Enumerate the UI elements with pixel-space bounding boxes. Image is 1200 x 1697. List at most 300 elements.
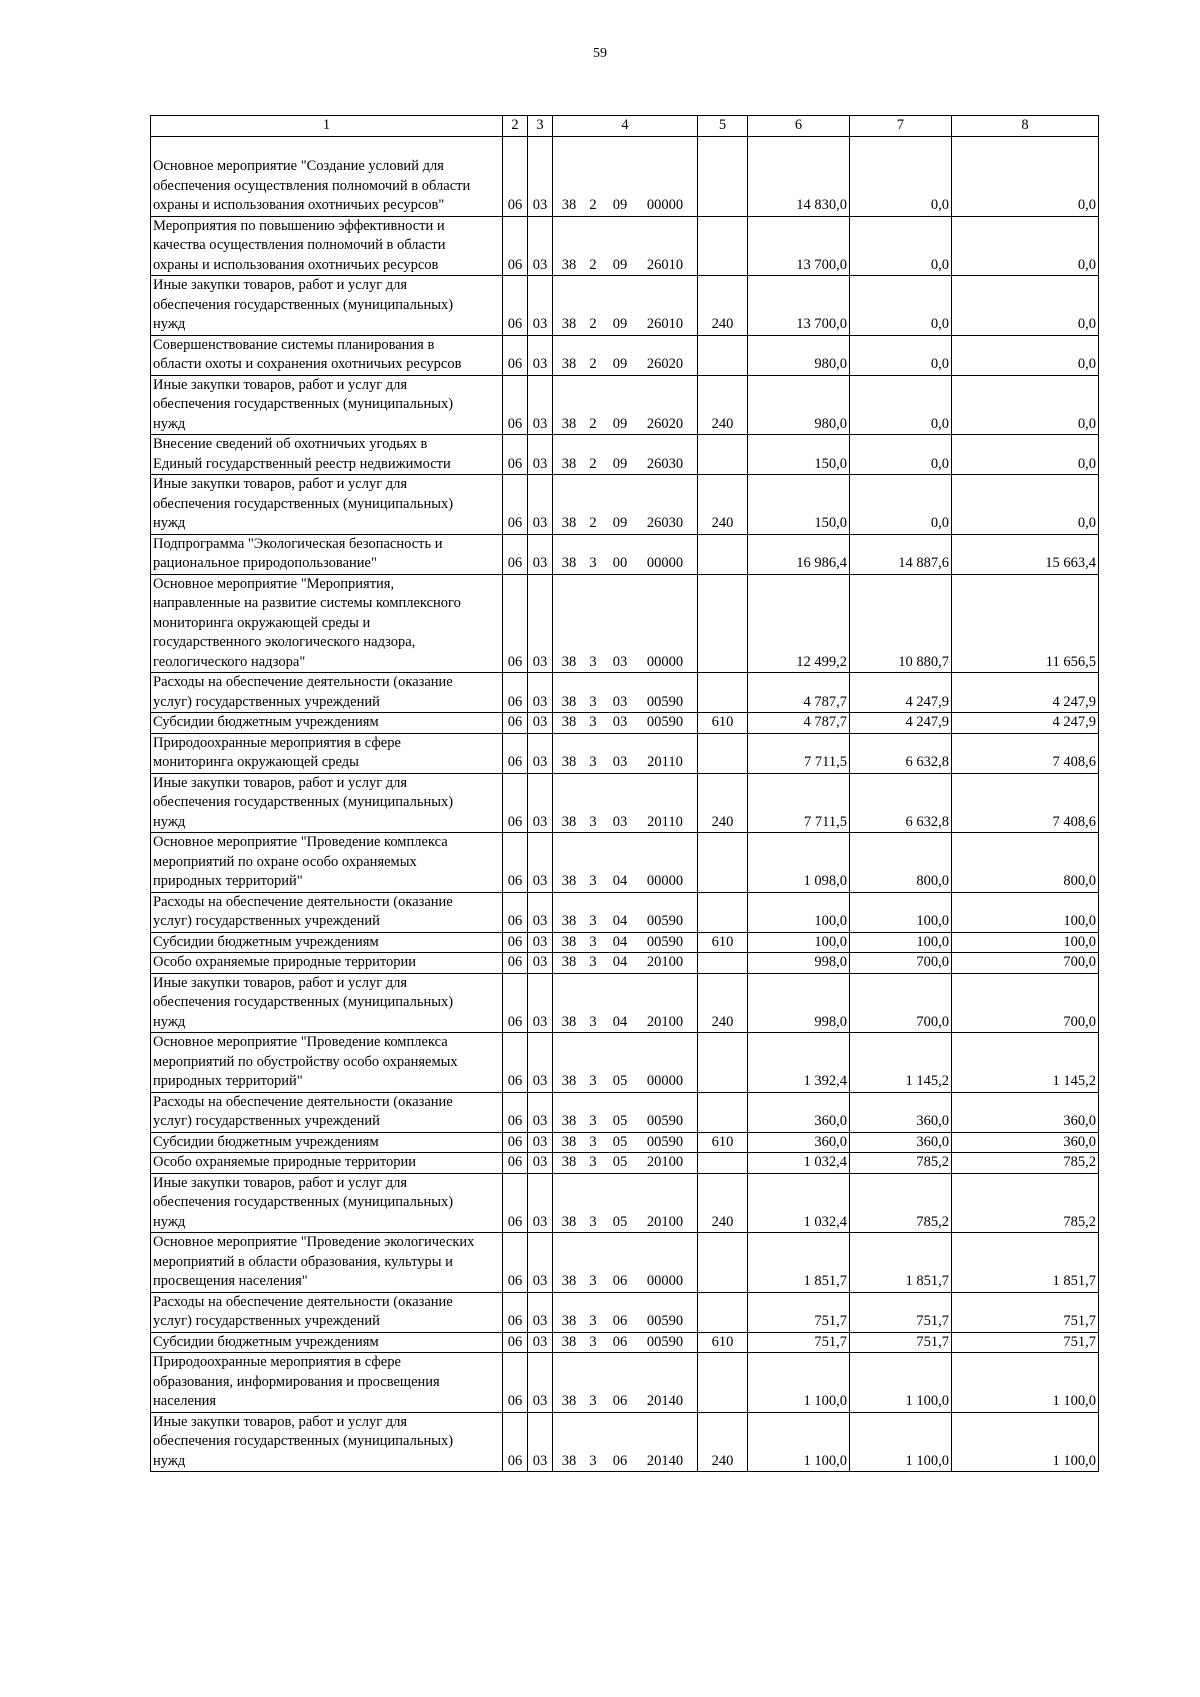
row-name-cell: Иные закупки товаров, работ и услуг для обеспечения государственных (муниципальных) нужд: [151, 276, 503, 336]
amount-cell-col7: 100,0: [850, 892, 952, 932]
expense-type-cell: [698, 892, 748, 932]
amount-cell-col8: 4 247,9: [952, 673, 1099, 713]
section-code-cell: 06: [503, 534, 528, 574]
column-header: 7: [850, 116, 952, 137]
subsection-code-cell: 03: [528, 335, 553, 375]
target-article-part: 3: [589, 1333, 597, 1350]
amount-cell-col7: 800,0: [850, 833, 952, 893]
target-article-cell: [553, 1092, 698, 1132]
target-article-part: 00590: [646, 693, 684, 710]
subsection-code-cell: 03: [528, 216, 553, 276]
target-article-part: 38: [561, 1113, 577, 1129]
amount-cell-col8: 700,0: [952, 973, 1099, 1033]
subsection-code-cell: 03: [528, 1153, 553, 1174]
row-name-cell: Основное мероприятие "Создание условий для обеспечения осуществления полномочий в области охраны и использования охотничьих ресурсов": [151, 137, 503, 217]
target-article-part: 03: [612, 813, 628, 830]
amount-cell-col6: 150,0: [748, 475, 850, 535]
table-row: [151, 216, 1099, 276]
amount-cell-col7: 4 247,9: [850, 673, 952, 713]
target-article-part: 38: [561, 455, 577, 472]
amount-cell-col8: 100,0: [952, 932, 1099, 953]
section-code-cell: 06: [503, 435, 528, 475]
expense-type-cell: 610: [698, 932, 748, 953]
target-article-part: 20110: [647, 754, 683, 770]
row-name-cell: Внесение сведений об охотничьих угодьях в Единый государственный реестр недвижимости: [151, 435, 503, 475]
amount-cell-col7: 0,0: [850, 375, 952, 435]
row-name-cell: Основное мероприятие "Проведение экологических мероприятий в области образования, культуры и просвещения населения": [151, 1233, 503, 1293]
amount-cell-col8: 100,0: [952, 892, 1099, 932]
column-header: 5: [698, 116, 748, 137]
section-code-cell: 06: [503, 375, 528, 435]
target-article-part: 09: [612, 415, 628, 432]
subsection-code-cell: 03: [528, 953, 553, 974]
target-article-part: 04: [612, 913, 628, 929]
section-code-cell: 06: [503, 335, 528, 375]
budget-table: [150, 115, 1099, 1472]
target-article-part: 09: [612, 316, 628, 332]
target-article-cell: [553, 773, 698, 833]
row-name-cell: Особо охраняемые природные территории: [151, 953, 503, 974]
amount-cell-col6: 1 392,4: [748, 1033, 850, 1093]
expense-type-cell: [698, 673, 748, 713]
section-code-cell: 06: [503, 713, 528, 734]
table-row: [151, 973, 1099, 1033]
expense-type-cell: 240: [698, 475, 748, 535]
amount-cell-col8: 4 247,9: [952, 713, 1099, 734]
amount-cell-col8: 800,0: [952, 833, 1099, 893]
target-article-part: 3: [589, 714, 597, 730]
target-article-part: 38: [561, 316, 577, 332]
row-name-cell: Расходы на обеспечение деятельности (оказание услуг) государственных учреждений: [151, 673, 503, 713]
expense-type-cell: 240: [698, 773, 748, 833]
target-article-cell: [553, 1233, 698, 1293]
section-code-cell: 06: [503, 953, 528, 974]
target-article-part: 20100: [646, 1013, 684, 1030]
amount-cell-col7: 10 880,7: [850, 574, 952, 673]
amount-cell-col6: 4 787,7: [748, 713, 850, 734]
target-article-part: 38: [561, 515, 577, 531]
row-name-cell: Субсидии бюджетным учреждениям: [151, 932, 503, 953]
amount-cell-col7: 0,0: [850, 435, 952, 475]
target-article-part: 3: [589, 693, 597, 710]
table-row: [151, 375, 1099, 435]
section-code-cell: 06: [503, 673, 528, 713]
target-article-part: 38: [561, 1313, 577, 1329]
target-article-part: 38: [561, 714, 577, 730]
target-article-part: 3: [589, 1113, 597, 1129]
amount-cell-col8: 360,0: [952, 1132, 1099, 1153]
amount-cell-col8: 1 851,7: [952, 1233, 1099, 1293]
target-article-part: 00590: [646, 1133, 684, 1150]
section-code-cell: 06: [503, 973, 528, 1033]
expense-type-cell: 610: [698, 1332, 748, 1353]
amount-cell-col7: 360,0: [850, 1092, 952, 1132]
target-article-part: 04: [612, 954, 628, 970]
subsection-code-cell: 03: [528, 1332, 553, 1353]
target-article-part: 38: [561, 1333, 577, 1350]
amount-cell-col6: 1 100,0: [748, 1353, 850, 1413]
table-row: [151, 1132, 1099, 1153]
row-name-cell: Иные закупки товаров, работ и услуг для обеспечения государственных (муниципальных) нужд: [151, 1412, 503, 1472]
section-code-cell: 06: [503, 1292, 528, 1332]
target-article-part: 00000: [646, 1273, 684, 1289]
amount-cell-col6: 360,0: [748, 1132, 850, 1153]
target-article-part: 00590: [646, 933, 684, 950]
target-article-part: 26020: [646, 415, 684, 432]
target-article-part: 38: [561, 1154, 577, 1170]
target-article-part: 3: [589, 1393, 597, 1409]
target-article-part: 09: [612, 356, 628, 372]
row-name-cell: Мероприятия по повышению эффективности и качества осуществления полномочий в области охраны и использования охотничьих ресурсов: [151, 216, 503, 276]
target-article-part: 09: [612, 256, 628, 273]
amount-cell-col6: 1 032,4: [748, 1153, 850, 1174]
amount-cell-col7: 0,0: [850, 216, 952, 276]
target-article-part: 20140: [646, 1393, 684, 1409]
amount-cell-col6: 1 851,7: [748, 1233, 850, 1293]
amount-cell-col8: 1 145,2: [952, 1033, 1099, 1093]
column-header: 4: [553, 116, 698, 137]
row-name-cell: Природоохранные мероприятия в сфере мониторинга окружающей среды: [151, 733, 503, 773]
row-name-cell: Иные закупки товаров, работ и услуг для обеспечения государственных (муниципальных) нужд: [151, 475, 503, 535]
amount-cell-col8: 0,0: [952, 435, 1099, 475]
amount-cell-col6: 1 032,4: [748, 1173, 850, 1233]
target-article-part: 38: [561, 1013, 577, 1030]
amount-cell-col7: 14 887,6: [850, 534, 952, 574]
expense-type-cell: [698, 833, 748, 893]
target-article-part: 38: [561, 754, 577, 770]
target-article-part: 00590: [646, 1333, 684, 1350]
target-article-part: 06: [612, 1393, 628, 1409]
target-article-part: 38: [561, 415, 577, 432]
target-article-part: 06: [612, 1313, 628, 1329]
amount-cell-col7: 0,0: [850, 276, 952, 336]
subsection-code-cell: 03: [528, 1353, 553, 1413]
subsection-code-cell: 03: [528, 1092, 553, 1132]
target-article-part: 38: [561, 954, 577, 970]
subsection-code-cell: 03: [528, 892, 553, 932]
section-code-cell: 06: [503, 892, 528, 932]
target-article-cell: [553, 1412, 698, 1472]
amount-cell-col6: 7 711,5: [748, 773, 850, 833]
section-code-cell: 06: [503, 1233, 528, 1293]
subsection-code-cell: 03: [528, 833, 553, 893]
table-row: [151, 833, 1099, 893]
section-code-cell: 06: [503, 1092, 528, 1132]
expense-type-cell: [698, 335, 748, 375]
target-article-cell: [553, 534, 698, 574]
expense-type-cell: 240: [698, 375, 748, 435]
subsection-code-cell: 03: [528, 375, 553, 435]
section-code-cell: 06: [503, 475, 528, 535]
subsection-code-cell: 03: [528, 973, 553, 1033]
section-code-cell: 06: [503, 833, 528, 893]
target-article-part: 38: [561, 356, 577, 372]
target-article-cell: [553, 375, 698, 435]
target-article-part: 26030: [646, 455, 684, 472]
target-article-cell: [553, 574, 698, 673]
target-article-part: 20100: [646, 1213, 684, 1230]
amount-cell-col8: 700,0: [952, 953, 1099, 974]
target-article-cell: [553, 435, 698, 475]
amount-cell-col6: 751,7: [748, 1332, 850, 1353]
table-row: [151, 892, 1099, 932]
subsection-code-cell: 03: [528, 733, 553, 773]
target-article-part: 09: [612, 197, 628, 213]
row-name-cell: Расходы на обеспечение деятельности (оказание услуг) государственных учреждений: [151, 892, 503, 932]
subsection-code-cell: 03: [528, 1173, 553, 1233]
target-article-part: 3: [589, 1073, 597, 1089]
target-article-cell: [553, 1332, 698, 1353]
target-article-cell: [553, 713, 698, 734]
amount-cell-col6: 100,0: [748, 892, 850, 932]
target-article-part: 2: [589, 256, 597, 273]
section-code-cell: 06: [503, 137, 528, 217]
target-article-cell: [553, 733, 698, 773]
table-row: [151, 1153, 1099, 1174]
target-article-cell: [553, 833, 698, 893]
amount-cell-col7: 700,0: [850, 973, 952, 1033]
target-article-part: 26010: [646, 256, 684, 273]
target-article-part: 20140: [646, 1452, 684, 1469]
row-name-cell: Особо охраняемые природные территории: [151, 1153, 503, 1174]
target-article-part: 3: [589, 954, 597, 970]
row-name-cell: Субсидии бюджетным учреждениям: [151, 713, 503, 734]
amount-cell-col6: 1 098,0: [748, 833, 850, 893]
expense-type-cell: [698, 953, 748, 974]
amount-cell-col7: 1 100,0: [850, 1412, 952, 1472]
target-article-part: 04: [612, 933, 628, 950]
column-header: 6: [748, 116, 850, 137]
table-row: [151, 1173, 1099, 1233]
expense-type-cell: [698, 733, 748, 773]
subsection-code-cell: 03: [528, 1292, 553, 1332]
expense-type-cell: 240: [698, 973, 748, 1033]
amount-cell-col7: 6 632,8: [850, 733, 952, 773]
subsection-code-cell: 03: [528, 713, 553, 734]
target-article-part: 05: [612, 1113, 628, 1129]
amount-cell-col8: 1 100,0: [952, 1353, 1099, 1413]
target-article-part: 06: [612, 1273, 628, 1289]
table-row: [151, 475, 1099, 535]
amount-cell-col6: 998,0: [748, 953, 850, 974]
target-article-part: 26030: [646, 515, 684, 531]
expense-type-cell: [698, 1353, 748, 1413]
target-article-part: 00590: [646, 913, 684, 929]
amount-cell-col6: 751,7: [748, 1292, 850, 1332]
amount-cell-col7: 360,0: [850, 1132, 952, 1153]
target-article-part: 05: [612, 1213, 628, 1230]
section-code-cell: 06: [503, 1033, 528, 1093]
subsection-code-cell: 03: [528, 574, 553, 673]
section-code-cell: 06: [503, 1173, 528, 1233]
target-article-part: 38: [561, 653, 577, 670]
target-article-part: 00000: [646, 197, 684, 213]
subsection-code-cell: 03: [528, 1132, 553, 1153]
row-name-cell: Расходы на обеспечение деятельности (оказание услуг) государственных учреждений: [151, 1292, 503, 1332]
amount-cell-col8: 7 408,6: [952, 773, 1099, 833]
target-article-part: 2: [589, 197, 597, 213]
amount-cell-col7: 100,0: [850, 932, 952, 953]
section-code-cell: 06: [503, 1332, 528, 1353]
amount-cell-col8: 7 408,6: [952, 733, 1099, 773]
target-article-part: 3: [589, 1313, 597, 1329]
table-row: [151, 1233, 1099, 1293]
expense-type-cell: 240: [698, 1412, 748, 1472]
table-row: [151, 953, 1099, 974]
target-article-cell: [553, 973, 698, 1033]
target-article-cell: [553, 216, 698, 276]
target-article-part: 3: [589, 913, 597, 929]
target-article-cell: [553, 276, 698, 336]
section-code-cell: 06: [503, 1412, 528, 1472]
row-name-cell: Расходы на обеспечение деятельности (оказание услуг) государственных учреждений: [151, 1092, 503, 1132]
table-row: [151, 1292, 1099, 1332]
target-article-cell: [553, 1132, 698, 1153]
section-code-cell: 06: [503, 216, 528, 276]
target-article-part: 3: [589, 1133, 597, 1150]
subsection-code-cell: 03: [528, 673, 553, 713]
subsection-code-cell: 03: [528, 1412, 553, 1472]
subsection-code-cell: 03: [528, 534, 553, 574]
amount-cell-col8: 785,2: [952, 1173, 1099, 1233]
expense-type-cell: 240: [698, 1173, 748, 1233]
target-article-part: 2: [589, 356, 597, 372]
target-article-part: 05: [612, 1133, 628, 1150]
target-article-part: 3: [589, 813, 597, 830]
amount-cell-col6: 4 787,7: [748, 673, 850, 713]
amount-cell-col7: 4 247,9: [850, 713, 952, 734]
target-article-part: 3: [589, 1013, 597, 1030]
amount-cell-col8: 11 656,5: [952, 574, 1099, 673]
amount-cell-col8: 360,0: [952, 1092, 1099, 1132]
target-article-part: 00: [612, 555, 628, 571]
expense-type-cell: 610: [698, 1132, 748, 1153]
row-name-cell: Совершенствование системы планирования в области охоты и сохранения охотничьих ресурсов: [151, 335, 503, 375]
amount-cell-col7: 751,7: [850, 1332, 952, 1353]
header-row: [151, 116, 1099, 137]
target-article-cell: [553, 892, 698, 932]
target-article-part: 3: [589, 1213, 597, 1230]
amount-cell-col7: 751,7: [850, 1292, 952, 1332]
subsection-code-cell: 03: [528, 137, 553, 217]
section-code-cell: 06: [503, 773, 528, 833]
target-article-part: 38: [561, 1393, 577, 1409]
target-article-part: 20100: [646, 1154, 684, 1170]
target-article-part: 38: [561, 197, 577, 213]
target-article-part: 26010: [646, 316, 684, 332]
target-article-part: 38: [561, 256, 577, 273]
section-code-cell: 06: [503, 276, 528, 336]
table-row: [151, 137, 1099, 217]
amount-cell-col8: 751,7: [952, 1332, 1099, 1353]
amount-cell-col8: 0,0: [952, 335, 1099, 375]
subsection-code-cell: 03: [528, 932, 553, 953]
amount-cell-col7: 0,0: [850, 475, 952, 535]
target-article-part: 38: [561, 1273, 577, 1289]
target-article-cell: [553, 932, 698, 953]
target-article-part: 3: [589, 933, 597, 950]
section-code-cell: 06: [503, 1353, 528, 1413]
expense-type-cell: [698, 137, 748, 217]
subsection-code-cell: 03: [528, 475, 553, 535]
expense-type-cell: 240: [698, 276, 748, 336]
target-article-part: 3: [589, 1273, 597, 1289]
table-row: [151, 1353, 1099, 1413]
target-article-part: 38: [561, 693, 577, 710]
target-article-part: 3: [589, 555, 597, 571]
target-article-part: 04: [612, 873, 628, 889]
table-row: [151, 276, 1099, 336]
row-name-cell: Иные закупки товаров, работ и услуг для обеспечения государственных (муниципальных) нужд: [151, 773, 503, 833]
row-name-cell: Субсидии бюджетным учреждениям: [151, 1132, 503, 1153]
table-row: [151, 534, 1099, 574]
amount-cell-col8: 751,7: [952, 1292, 1099, 1332]
subsection-code-cell: 03: [528, 773, 553, 833]
target-article-cell: [553, 1153, 698, 1174]
table-row: [151, 574, 1099, 673]
table-row: [151, 733, 1099, 773]
target-article-part: 06: [612, 1333, 628, 1350]
row-name-cell: Основное мероприятие "Проведение комплекса мероприятий по охране особо охраняемых природных территорий": [151, 833, 503, 893]
column-header: 2: [503, 116, 528, 137]
target-article-part: 38: [561, 873, 577, 889]
page-number: 59: [593, 46, 607, 61]
target-article-part: 3: [589, 873, 597, 889]
section-code-cell: 06: [503, 932, 528, 953]
amount-cell-col6: 14 830,0: [748, 137, 850, 217]
amount-cell-col6: 980,0: [748, 375, 850, 435]
target-article-cell: [553, 137, 698, 217]
amount-cell-col8: 0,0: [952, 216, 1099, 276]
amount-cell-col8: 0,0: [952, 375, 1099, 435]
target-article-cell: [553, 1353, 698, 1413]
table-row: [151, 713, 1099, 734]
row-name-cell: Подпрограмма "Экологическая безопасность и рациональное природопользование": [151, 534, 503, 574]
column-header: 8: [952, 116, 1099, 137]
amount-cell-col6: 998,0: [748, 973, 850, 1033]
expense-type-cell: [698, 1153, 748, 1174]
expense-type-cell: [698, 216, 748, 276]
target-article-cell: [553, 475, 698, 535]
section-code-cell: 06: [503, 574, 528, 673]
amount-cell-col6: 12 499,2: [748, 574, 850, 673]
target-article-part: 38: [561, 1133, 577, 1150]
amount-cell-col7: 1 851,7: [850, 1233, 952, 1293]
row-name-cell: Основное мероприятие "Мероприятия, направленные на развитие системы комплексного мониторинга окружающей среды и государственного экологического надзора, геологического надзора": [151, 574, 503, 673]
table-body: [151, 137, 1099, 1472]
amount-cell-col8: 0,0: [952, 475, 1099, 535]
amount-cell-col6: 360,0: [748, 1092, 850, 1132]
target-article-part: 09: [612, 455, 628, 472]
target-article-part: 38: [561, 913, 577, 929]
amount-cell-col8: 0,0: [952, 276, 1099, 336]
amount-cell-col6: 100,0: [748, 932, 850, 953]
target-article-part: 00000: [646, 653, 684, 670]
target-article-part: 00000: [646, 1073, 684, 1089]
section-code-cell: 06: [503, 1153, 528, 1174]
expense-type-cell: 610: [698, 713, 748, 734]
expense-type-cell: [698, 1092, 748, 1132]
target-article-cell: [553, 335, 698, 375]
target-article-part: 00000: [646, 555, 684, 571]
expense-type-cell: [698, 534, 748, 574]
row-name-cell: Иные закупки товаров, работ и услуг для обеспечения государственных (муниципальных) нужд: [151, 375, 503, 435]
expense-type-cell: [698, 435, 748, 475]
target-article-part: 05: [612, 1154, 628, 1170]
target-article-part: 06: [612, 1452, 628, 1469]
column-header: 1: [151, 116, 503, 137]
amount-cell-col7: 0,0: [850, 137, 952, 217]
